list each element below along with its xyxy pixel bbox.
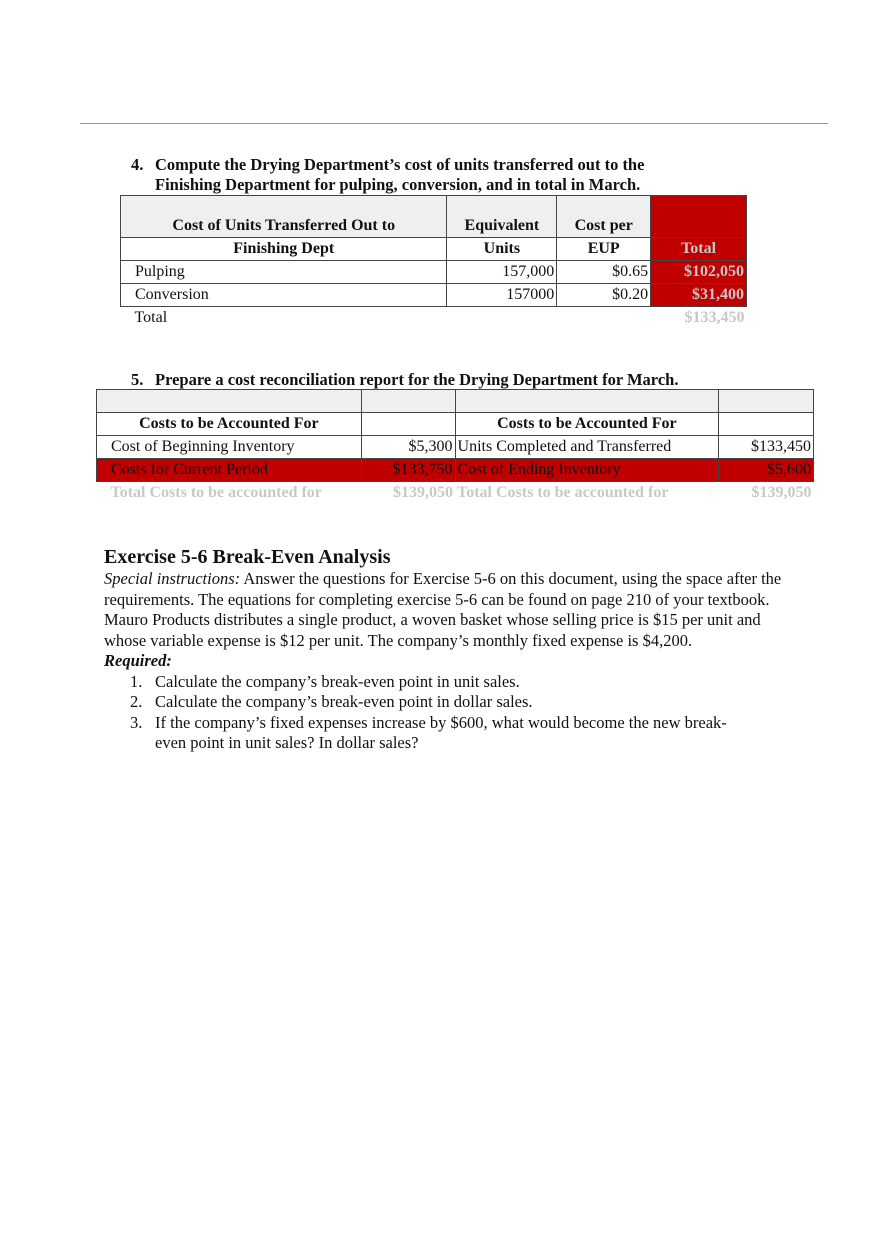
row-label: Units Completed and Transferred (455, 436, 719, 459)
header-cell: Equivalent (447, 196, 557, 238)
header-cell: Total (651, 238, 747, 261)
required-item (104, 672, 784, 693)
header-cell (651, 196, 747, 238)
item-text: Calculate the company’s break-even point in unit sales. (155, 671, 520, 691)
total-row (97, 482, 814, 505)
item-text: If the company’s fixed expenses increase by $600, what would become the new break-even point in unit sales? In dollar sales? (155, 712, 727, 752)
required-item (104, 713, 745, 754)
question-4 (131, 155, 645, 194)
question-5 (131, 370, 679, 390)
row-label: Cost of Beginning Inventory (97, 436, 362, 459)
amount-cell: $133,450 (719, 436, 814, 459)
exercise-section (104, 545, 784, 754)
item-number: 1. (130, 671, 143, 691)
item-number: 3. (130, 712, 143, 732)
amount-cell: $139,050 (393, 484, 454, 501)
row-label: Total Costs to be accounted for (110, 484, 322, 501)
question-text: Prepare a cost reconciliation report for the Drying Department for March. (155, 370, 679, 389)
special-instructions (104, 569, 784, 610)
header-cell: EUP (557, 238, 651, 261)
question-number: 4. (131, 155, 144, 174)
header-cell: Units (447, 238, 557, 261)
question-text-line: Compute the Drying Department’s cost of units transferred out to the (155, 155, 645, 174)
exercise-body: Mauro Products distributes a single product, a woven basket whose selling price is $15 per unit and whose variable expense is $12 per unit. The company’s monthly fixed expense is $4,200. (104, 610, 761, 650)
header-rule (80, 123, 828, 124)
transferred-out-table (120, 195, 747, 329)
total-cell: $102,050 (651, 261, 747, 284)
table-row (121, 284, 747, 307)
item-number: 2. (130, 692, 143, 711)
table-row (121, 261, 747, 284)
required-label: Required: (104, 651, 172, 670)
amount-cell: $133,750 (361, 459, 455, 482)
item-text: Calculate the company’s break-even point in dollar sales. (155, 692, 533, 711)
row-label: Costs for Current Period (97, 459, 362, 482)
cost-reconciliation-table (96, 389, 814, 504)
required-item (104, 692, 784, 713)
row-label: Pulping (121, 261, 447, 284)
special-label: Special instructions: (104, 569, 241, 588)
question-text-line: Finishing Department for pulping, conversion, and in total in March. (155, 175, 641, 194)
question-number: 5. (131, 370, 144, 389)
units-cell: 157000 (447, 284, 557, 307)
amount-cell: $139,050 (751, 484, 812, 501)
row-label: Total Costs to be accounted for (457, 484, 669, 501)
cost-cell: $0.20 (557, 284, 651, 307)
total-cell: $133,450 (684, 309, 745, 326)
total-row (121, 307, 747, 330)
amount-cell: $5,600 (719, 459, 814, 482)
header-cell: Cost per (557, 196, 651, 238)
header-cell: Cost of Units Transferred Out to (121, 196, 447, 238)
row-label: Total (134, 309, 168, 326)
row-label: Conversion (121, 284, 447, 307)
table-row (97, 459, 814, 482)
total-cell: $31,400 (651, 284, 747, 307)
units-cell: 157,000 (447, 261, 557, 284)
table-row (97, 436, 814, 459)
special-text: Answer the questions for Exercise 5-6 on this document, using the space after the requirements. The equations for completing exercise 5-6 can be found on page 210 of your textbook. (104, 569, 782, 609)
cost-cell: $0.65 (557, 261, 651, 284)
exercise-title: Exercise 5-6 Break-Even Analysis (104, 546, 391, 568)
row-label: Cost of Ending Inventory (455, 459, 719, 482)
amount-cell: $5,300 (361, 436, 455, 459)
header-cell: Costs to be Accounted For (455, 413, 719, 436)
header-cell: Finishing Dept (121, 238, 447, 261)
header-cell: Costs to be Accounted For (97, 413, 362, 436)
